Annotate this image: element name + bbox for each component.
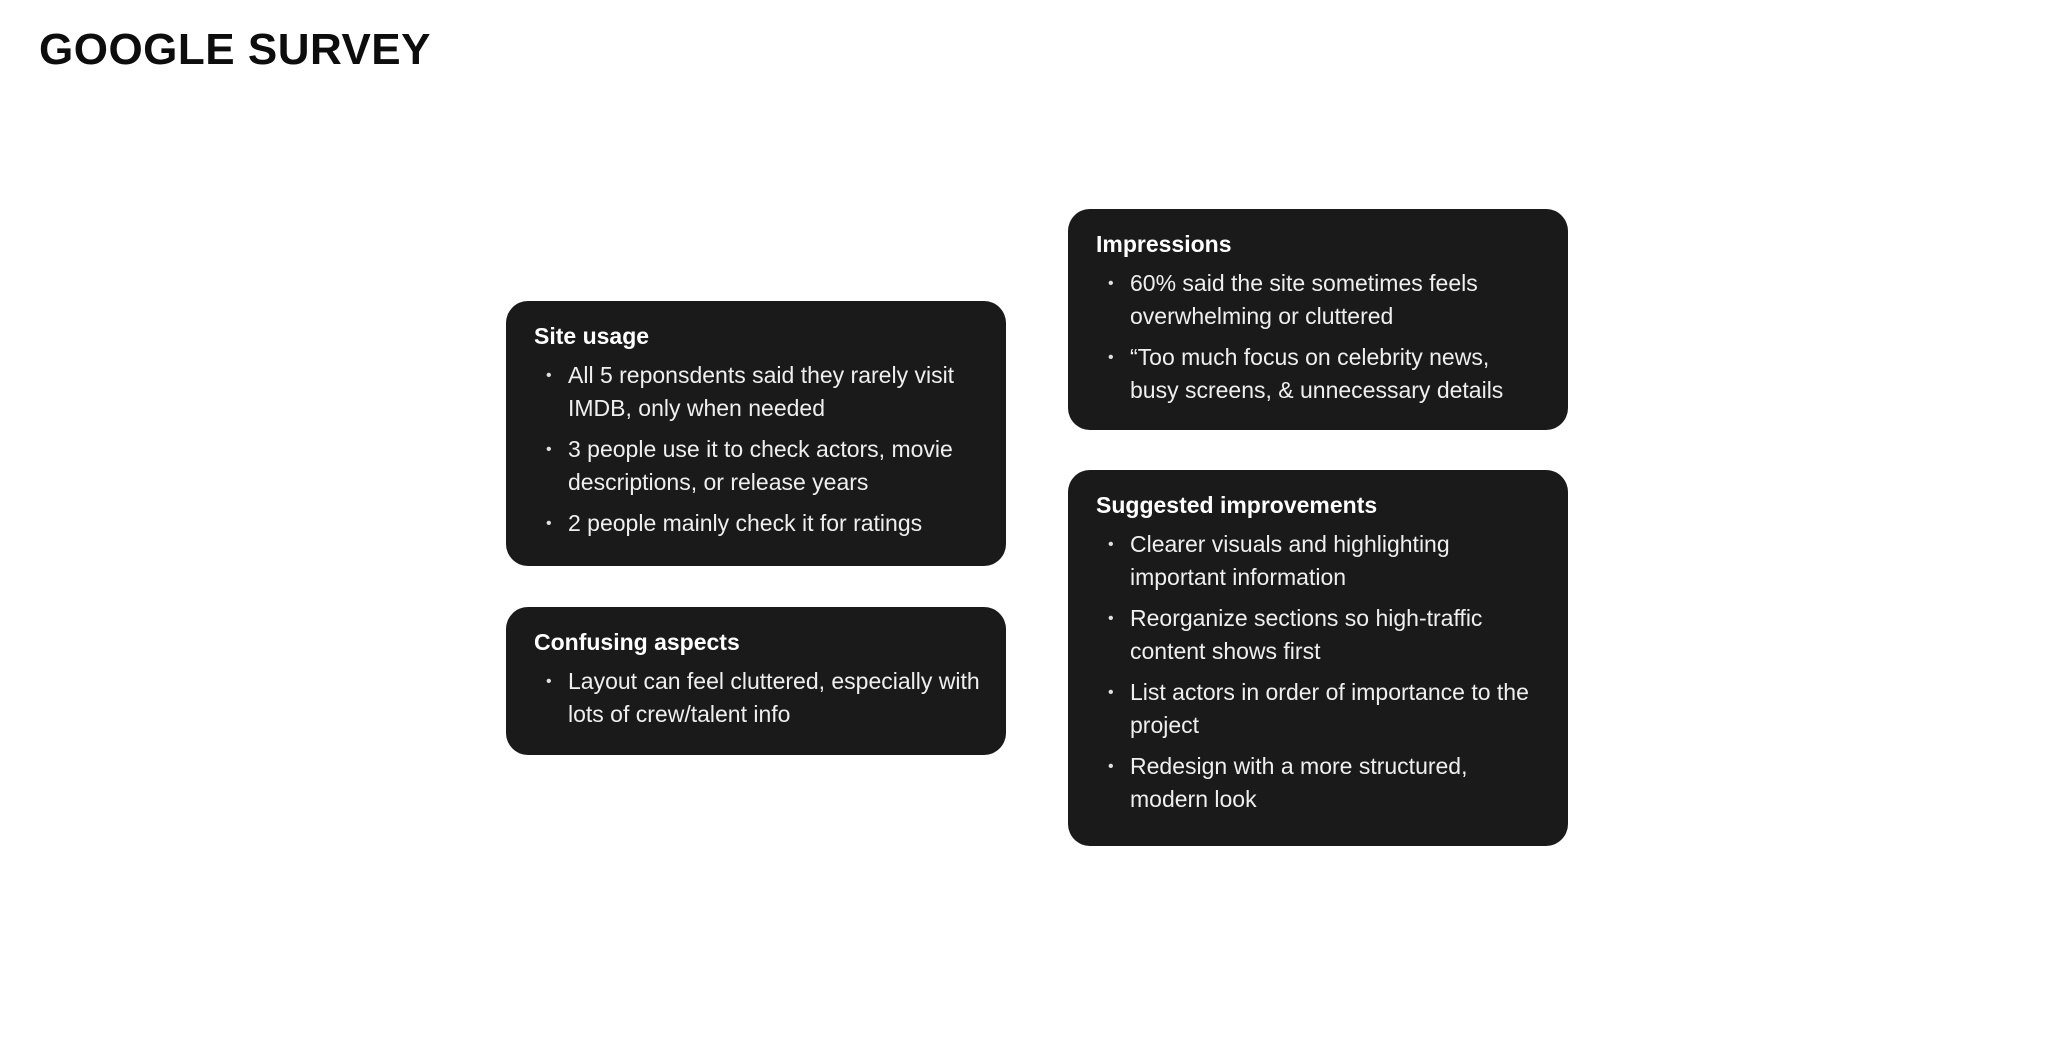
list-item-text: 60% said the site sometimes feels overwhelming or cluttered <box>1130 270 1478 329</box>
site-usage-title: Site usage <box>534 323 650 349</box>
list-item <box>1096 528 1542 594</box>
list-item-text: 2 people mainly check it for ratings <box>568 510 923 536</box>
confusing-aspects-card <box>506 607 1006 755</box>
list-item <box>1096 602 1542 668</box>
impressions-title: Impressions <box>1096 231 1232 257</box>
bullet-dot-icon: • <box>1108 758 1114 775</box>
list-item <box>534 359 980 425</box>
bullet-dot-icon: • <box>546 515 552 532</box>
list-item-text: All 5 reponsdents said they rarely visit IMDB, only when needed <box>568 362 955 421</box>
list-item <box>1096 267 1542 333</box>
bullet-dot-icon: • <box>1108 684 1114 701</box>
confusing-aspects-list <box>534 665 980 731</box>
list-item-text: Redesign with a more structured, modern look <box>1130 753 1468 812</box>
site-usage-list <box>534 359 980 540</box>
impressions-list <box>1096 267 1542 407</box>
list-item-text: List actors in order of importance to the project <box>1130 679 1529 738</box>
bullet-dot-icon: • <box>1108 275 1114 292</box>
bullet-dot-icon: • <box>546 673 552 690</box>
bullet-dot-icon: • <box>1108 536 1114 553</box>
list-item-text: Reorganize sections so high-traffic content shows first <box>1130 605 1483 664</box>
bullet-dot-icon: • <box>546 367 552 384</box>
list-item <box>1096 676 1542 742</box>
site-usage-card <box>506 301 1006 566</box>
suggested-improvements-card <box>1068 470 1568 846</box>
list-item <box>1096 341 1542 407</box>
list-item <box>534 433 980 499</box>
list-item-text: 3 people use it to check actors, movie descriptions, or release years <box>568 436 953 495</box>
bullet-dot-icon: • <box>1108 349 1114 366</box>
bullet-dot-icon: • <box>546 441 552 458</box>
list-item-text: Clearer visuals and highlighting important information <box>1130 531 1450 590</box>
confusing-aspects-title: Confusing aspects <box>534 629 740 655</box>
bullet-dot-icon: • <box>1108 610 1114 627</box>
list-item <box>534 507 980 540</box>
list-item <box>534 665 980 731</box>
page-title: GOOGLE SURVEY <box>39 25 431 74</box>
suggested-improvements-title: Suggested improvements <box>1096 492 1378 518</box>
list-item-text: “Too much focus on celebrity news, busy screens, & unnecessary details <box>1130 344 1504 403</box>
list-item-text: Layout can feel cluttered, especially with lots of crew/talent info <box>568 668 980 727</box>
list-item <box>1096 750 1542 816</box>
impressions-card <box>1068 209 1568 430</box>
suggested-improvements-list <box>1096 528 1542 816</box>
